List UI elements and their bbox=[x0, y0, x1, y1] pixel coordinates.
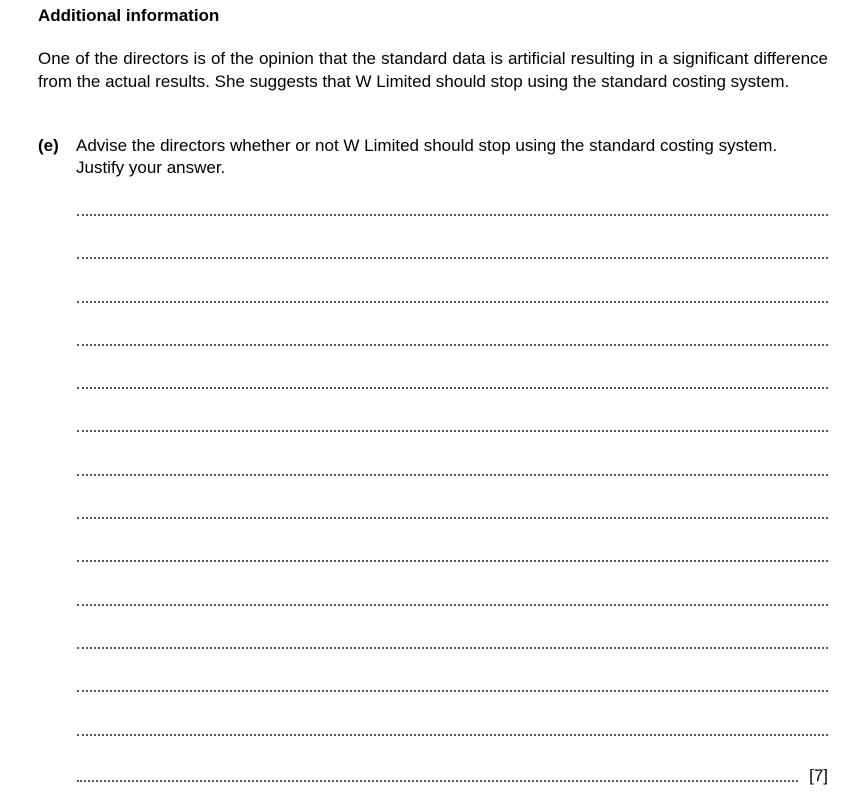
answer-line[interactable] bbox=[77, 214, 828, 257]
answer-line-final[interactable] bbox=[77, 766, 828, 786]
answer-area[interactable] bbox=[77, 214, 828, 777]
question-text-line-2: Justify your answer. bbox=[76, 158, 226, 177]
question-text bbox=[76, 135, 828, 179]
answer-line[interactable] bbox=[77, 301, 828, 344]
dotted-rule bbox=[77, 780, 798, 782]
answer-line[interactable] bbox=[77, 690, 828, 733]
dotted-rule bbox=[77, 430, 828, 432]
dotted-rule bbox=[77, 387, 828, 389]
section-heading: Additional information bbox=[38, 6, 220, 25]
dotted-rule bbox=[77, 344, 828, 346]
dotted-rule bbox=[77, 517, 828, 519]
dotted-rule bbox=[77, 560, 828, 562]
marks-label: [7] bbox=[809, 766, 828, 785]
answer-line[interactable] bbox=[77, 344, 828, 387]
dotted-rule bbox=[77, 257, 828, 259]
dotted-rule bbox=[77, 734, 828, 736]
question-text-line-1: Advise the directors whether or not W Limited should stop using the standard costing system. bbox=[76, 136, 778, 155]
dotted-rule bbox=[77, 214, 828, 216]
intro-paragraph: One of the directors is of the opinion that the standard data is artificial resulting in a significant difference from the actual results. She suggests that W Limited should stop using the standard costing system. bbox=[38, 49, 828, 91]
answer-line[interactable] bbox=[77, 430, 828, 473]
answer-line[interactable] bbox=[77, 647, 828, 690]
dotted-rule bbox=[77, 301, 828, 303]
dotted-rule bbox=[77, 647, 828, 649]
answer-line[interactable] bbox=[77, 517, 828, 560]
answer-line[interactable] bbox=[77, 560, 828, 603]
answer-line[interactable] bbox=[77, 387, 828, 430]
dotted-rule bbox=[77, 690, 828, 692]
dotted-rule bbox=[77, 474, 828, 476]
dotted-rule bbox=[77, 604, 828, 606]
answer-line[interactable] bbox=[77, 257, 828, 300]
question-label: (e) bbox=[38, 136, 59, 155]
answer-line[interactable] bbox=[77, 604, 828, 647]
answer-line[interactable] bbox=[77, 474, 828, 517]
